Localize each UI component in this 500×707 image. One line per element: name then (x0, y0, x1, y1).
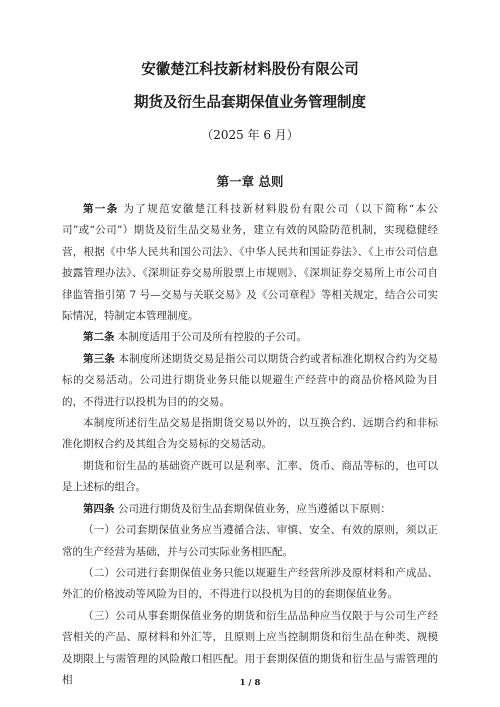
paragraph-text: 公司进行期货及衍生品套期保值业务，应当遵循以下原则： (114, 502, 391, 515)
paragraph-text: 为了规范安徽楚江科技新材料股份有限公司（以下简称“本公司”或“公司”）期货及衍生品交易业务，建立有效的风险防范机制，实现稳健经营，根据《中华人民共和国公司法》、《中华人民共和国证券法》、《上市公司信息披露管理办法》、《深圳证券交易所股票上市规则》、《深圳证券交易所上市公司自律监管指引第 7 号—交易与关联交易》及《公司章程》等相关规定，结合公司实际情况，特制定本管理制度。 (62, 203, 438, 323)
list-item (62, 563, 438, 606)
article-label: 第一条 (83, 203, 119, 215)
page-number: 1 / 8 (239, 678, 261, 688)
document-body (62, 199, 438, 691)
paragraph (62, 456, 438, 499)
article-label: 第四条 (83, 502, 115, 515)
article-3 (62, 349, 438, 413)
paragraph-text: 本制度适用于公司及所有控股的子公司。 (114, 331, 307, 344)
chapter-title: 第一章 总则 (216, 174, 284, 189)
article-2 (62, 327, 438, 348)
document-title-company: 安徽楚江科技新材料股份有限公司 (141, 62, 359, 78)
paragraph-text: （三）公司从事套期保值业务的期货和衍生品品种应当仅限于与公司生产经营相关的产品、原材料和外汇等，且原则上应当控制期货和衍生品在种类、规模及期限上与需管理的风险敞口相匹配。用于套期保值的期货和衍生品与需管理的相 (62, 609, 438, 686)
document-date: （2025 年 6 月） (201, 128, 299, 142)
document-title-policy: 期货及衍生品套期保值业务管理制度 (134, 95, 366, 111)
article-4 (62, 499, 438, 520)
paragraph-text: 期货和衍生品的基础资产既可以是利率、汇率、货币、商品等标的，也可以是上述标的组合。 (62, 459, 438, 494)
paragraph-text: （二）公司进行套期保值业务只能以规避生产经营所涉及原材料和产成品、外汇的价格波动等风险为目的，不得进行以投机为目的的套期保值业务。 (62, 566, 438, 601)
article-1 (62, 199, 438, 327)
paragraph-text: （一）公司套期保值业务应当遵循合法、审慎、安全、有效的原则，须以正常的生产经营为基础，并与公司实际业务相匹配。 (62, 524, 438, 558)
paragraph (62, 413, 438, 456)
article-label: 第二条 (83, 331, 115, 344)
list-item (62, 520, 438, 563)
paragraph-text: 本制度所述衍生品交易是指期货交易以外的，以互换合约、远期合约和非标准化期权合约及其组合为交易标的交易活动。 (62, 417, 438, 451)
article-label: 第三条 (83, 352, 115, 365)
paragraph-text: 本制度所述期货交易是指公司以期货合约或者标准化期权合约为交易标的交易活动。公司进行期货业务只能以规避生产经营中的商品价格风险为目的，不得进行以投机为目的的交易。 (62, 352, 438, 408)
